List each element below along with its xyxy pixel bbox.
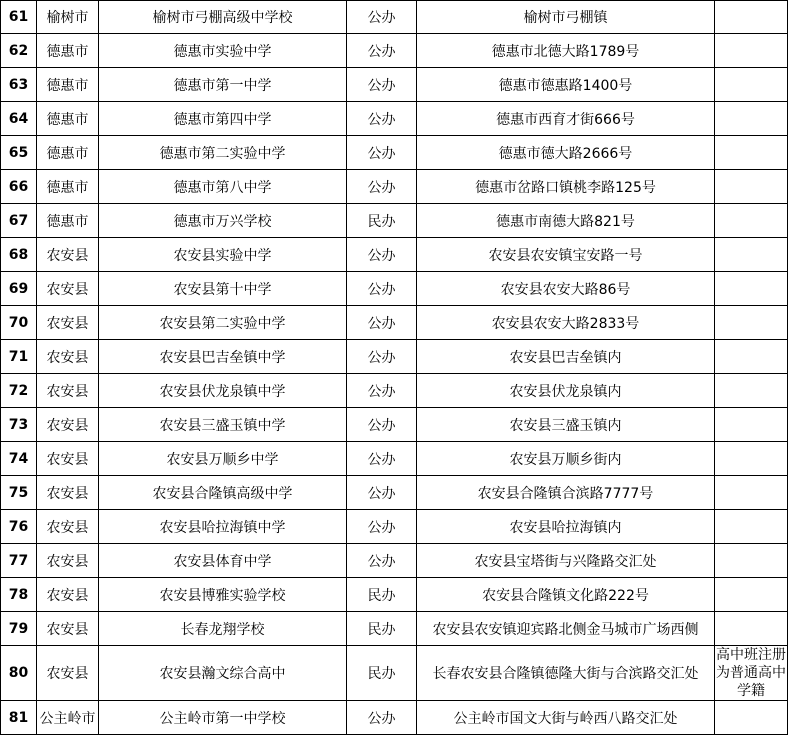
row-number: 72 xyxy=(1,374,37,408)
school-type-cell: 公办 xyxy=(347,306,417,340)
address-cell: 农安县哈拉海镇内 xyxy=(417,510,715,544)
row-number: 66 xyxy=(1,170,37,204)
address-cell: 德惠市北德大路1789号 xyxy=(417,34,715,68)
school-type-cell: 民办 xyxy=(347,204,417,238)
row-number: 81 xyxy=(1,701,37,735)
school-name-cell: 农安县伏龙泉镇中学 xyxy=(99,374,347,408)
note-cell xyxy=(715,612,788,646)
table-row xyxy=(1,68,788,102)
address-cell: 农安县农安镇迎宾路北侧金马城市广场西侧 xyxy=(417,612,715,646)
city-cell: 农安县 xyxy=(37,272,99,306)
table-row xyxy=(1,612,788,646)
row-number: 77 xyxy=(1,544,37,578)
address-cell: 农安县农安镇宝安路一号 xyxy=(417,238,715,272)
row-number: 61 xyxy=(1,1,37,34)
row-number: 79 xyxy=(1,612,37,646)
row-number: 71 xyxy=(1,340,37,374)
school-type-cell: 民办 xyxy=(347,646,417,701)
row-number: 67 xyxy=(1,204,37,238)
table-row xyxy=(1,408,788,442)
note-cell xyxy=(715,340,788,374)
table-row xyxy=(1,442,788,476)
address-cell: 农安县巴吉垒镇内 xyxy=(417,340,715,374)
table-row xyxy=(1,374,788,408)
city-cell: 农安县 xyxy=(37,612,99,646)
city-cell: 德惠市 xyxy=(37,34,99,68)
note-cell xyxy=(715,34,788,68)
note-cell xyxy=(715,510,788,544)
table-row xyxy=(1,136,788,170)
row-number: 63 xyxy=(1,68,37,102)
address-cell: 农安县伏龙泉镇内 xyxy=(417,374,715,408)
city-cell: 农安县 xyxy=(37,578,99,612)
row-number: 75 xyxy=(1,476,37,510)
row-number: 80 xyxy=(1,646,37,701)
table-row xyxy=(1,238,788,272)
note-cell xyxy=(715,476,788,510)
table-row xyxy=(1,170,788,204)
row-number: 70 xyxy=(1,306,37,340)
school-type-cell: 公办 xyxy=(347,238,417,272)
city-cell: 农安县 xyxy=(37,306,99,340)
address-cell: 公主岭市国文大街与岭西八路交汇处 xyxy=(417,701,715,735)
school-name-cell: 德惠市第八中学 xyxy=(99,170,347,204)
row-number: 73 xyxy=(1,408,37,442)
address-cell: 农安县农安大路2833号 xyxy=(417,306,715,340)
table-body xyxy=(1,1,788,735)
school-type-cell: 公办 xyxy=(347,701,417,735)
city-cell: 农安县 xyxy=(37,510,99,544)
city-cell: 农安县 xyxy=(37,408,99,442)
note-cell xyxy=(715,204,788,238)
note-cell xyxy=(715,238,788,272)
table-row xyxy=(1,34,788,68)
city-cell: 农安县 xyxy=(37,238,99,272)
school-name-cell: 公主岭市第一中学校 xyxy=(99,701,347,735)
school-type-cell: 公办 xyxy=(347,510,417,544)
table-row xyxy=(1,510,788,544)
school-name-cell: 德惠市第四中学 xyxy=(99,102,347,136)
note-cell xyxy=(715,306,788,340)
row-number: 76 xyxy=(1,510,37,544)
address-cell: 德惠市德大路2666号 xyxy=(417,136,715,170)
row-number: 68 xyxy=(1,238,37,272)
school-type-cell: 公办 xyxy=(347,170,417,204)
school-name-cell: 德惠市第一中学 xyxy=(99,68,347,102)
note-cell xyxy=(715,102,788,136)
city-cell: 农安县 xyxy=(37,544,99,578)
address-cell: 德惠市西育才街666号 xyxy=(417,102,715,136)
note-cell xyxy=(715,170,788,204)
note-cell xyxy=(715,544,788,578)
school-name-cell: 农安县巴吉垒镇中学 xyxy=(99,340,347,374)
address-cell: 农安县宝塔街与兴隆路交汇处 xyxy=(417,544,715,578)
address-cell: 农安县合隆镇合滨路7777号 xyxy=(417,476,715,510)
school-name-cell: 榆树市弓棚高级中学校 xyxy=(99,1,347,34)
school-name-cell: 德惠市万兴学校 xyxy=(99,204,347,238)
row-number: 69 xyxy=(1,272,37,306)
school-name-cell: 农安县第二实验中学 xyxy=(99,306,347,340)
school-type-cell: 公办 xyxy=(347,340,417,374)
address-cell: 德惠市岔路口镇桃李路125号 xyxy=(417,170,715,204)
school-name-cell: 长春龙翔学校 xyxy=(99,612,347,646)
note-cell xyxy=(715,408,788,442)
school-name-cell: 农安县博雅实验学校 xyxy=(99,578,347,612)
table-row xyxy=(1,578,788,612)
address-cell: 长春农安县合隆镇德隆大街与合滨路交汇处 xyxy=(417,646,715,701)
row-number: 64 xyxy=(1,102,37,136)
address-cell: 榆树市弓棚镇 xyxy=(417,1,715,34)
city-cell: 农安县 xyxy=(37,476,99,510)
row-number: 78 xyxy=(1,578,37,612)
school-type-cell: 公办 xyxy=(347,68,417,102)
city-cell: 农安县 xyxy=(37,340,99,374)
note-cell xyxy=(715,1,788,34)
city-cell: 榆树市 xyxy=(37,1,99,34)
address-cell: 农安县农安大路86号 xyxy=(417,272,715,306)
city-cell: 农安县 xyxy=(37,442,99,476)
table-row xyxy=(1,544,788,578)
row-number: 65 xyxy=(1,136,37,170)
school-name-cell: 农安县体育中学 xyxy=(99,544,347,578)
school-type-cell: 公办 xyxy=(347,272,417,306)
school-name-cell: 农安县第十中学 xyxy=(99,272,347,306)
address-cell: 农安县万顺乡街内 xyxy=(417,442,715,476)
school-name-cell: 农安县瀚文综合高中 xyxy=(99,646,347,701)
note-cell: 高中班注册为普通高中学籍 xyxy=(716,647,786,699)
table-row xyxy=(1,476,788,510)
city-cell: 德惠市 xyxy=(37,68,99,102)
school-name-cell: 农安县合隆镇高级中学 xyxy=(99,476,347,510)
address-cell: 德惠市南德大路821号 xyxy=(417,204,715,238)
table-row xyxy=(1,204,788,238)
school-type-cell: 公办 xyxy=(347,374,417,408)
note-cell xyxy=(715,374,788,408)
table-row xyxy=(1,701,788,735)
note-cell xyxy=(715,701,788,735)
school-type-cell: 民办 xyxy=(347,578,417,612)
address-cell: 农安县三盛玉镇内 xyxy=(417,408,715,442)
table-row xyxy=(1,1,788,34)
row-number: 74 xyxy=(1,442,37,476)
school-type-cell: 公办 xyxy=(347,442,417,476)
address-cell: 农安县合隆镇文化路222号 xyxy=(417,578,715,612)
school-name-cell: 农安县哈拉海镇中学 xyxy=(99,510,347,544)
school-name-cell: 农安县实验中学 xyxy=(99,238,347,272)
city-cell: 德惠市 xyxy=(37,136,99,170)
table-row xyxy=(1,646,788,701)
school-type-cell: 公办 xyxy=(347,34,417,68)
school-name-cell: 德惠市第二实验中学 xyxy=(99,136,347,170)
table-row xyxy=(1,306,788,340)
note-cell xyxy=(715,578,788,612)
table-row xyxy=(1,272,788,306)
table-row xyxy=(1,340,788,374)
city-cell: 农安县 xyxy=(37,646,99,701)
address-cell: 德惠市德惠路1400号 xyxy=(417,68,715,102)
school-name-cell: 德惠市实验中学 xyxy=(99,34,347,68)
city-cell: 德惠市 xyxy=(37,170,99,204)
school-name-cell: 农安县三盛玉镇中学 xyxy=(99,408,347,442)
row-number: 62 xyxy=(1,34,37,68)
city-cell: 农安县 xyxy=(37,374,99,408)
school-type-cell: 公办 xyxy=(347,408,417,442)
school-type-cell: 公办 xyxy=(347,136,417,170)
school-type-cell: 民办 xyxy=(347,612,417,646)
school-type-cell: 公办 xyxy=(347,1,417,34)
table-row xyxy=(1,102,788,136)
city-cell: 德惠市 xyxy=(37,102,99,136)
note-cell xyxy=(715,136,788,170)
school-type-cell: 公办 xyxy=(347,544,417,578)
city-cell: 公主岭市 xyxy=(37,701,99,735)
school-type-cell: 公办 xyxy=(347,102,417,136)
school-name-cell: 农安县万顺乡中学 xyxy=(99,442,347,476)
school-type-cell: 公办 xyxy=(347,476,417,510)
city-cell: 德惠市 xyxy=(37,204,99,238)
note-cell xyxy=(715,272,788,306)
note-cell xyxy=(715,68,788,102)
note-cell xyxy=(715,442,788,476)
